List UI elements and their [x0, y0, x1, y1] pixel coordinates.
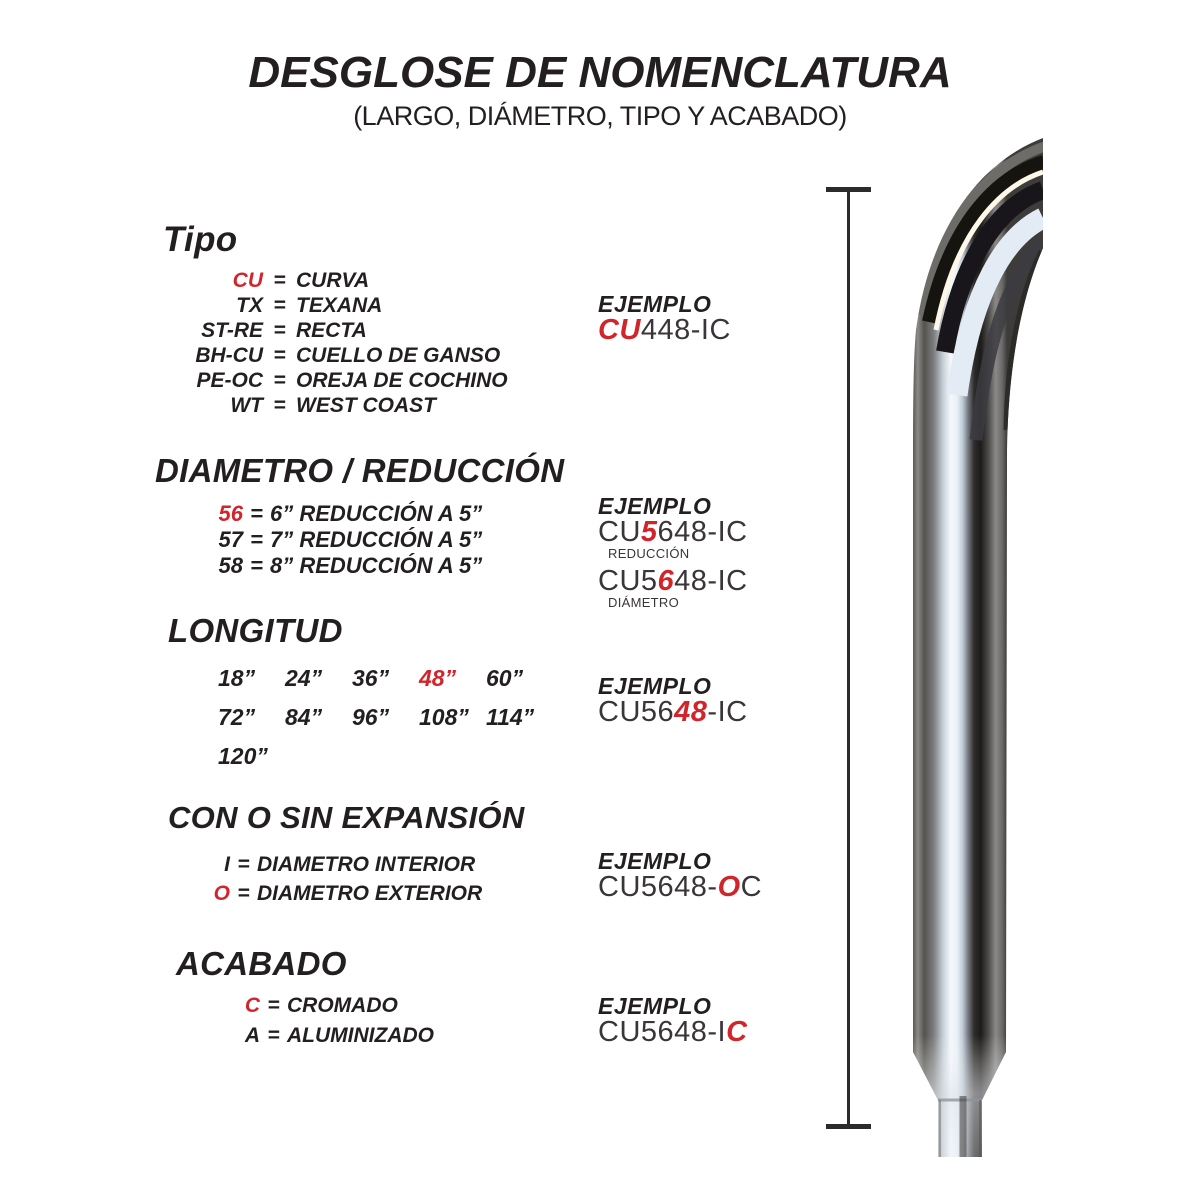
definition-row	[155, 553, 482, 579]
ejemplo-label: EJEMPLO	[598, 291, 712, 317]
section-longitud-heading: LONGITUD	[168, 612, 343, 649]
code-highlight: CU	[598, 314, 641, 346]
length-value: 114”	[486, 704, 535, 730]
length-value: 72”	[218, 704, 256, 730]
longitud-values	[218, 666, 553, 768]
equals-sign: =	[273, 294, 286, 317]
definition-row	[168, 393, 508, 418]
code-text: 448-IC	[640, 314, 731, 346]
equals-sign: =	[267, 1024, 280, 1047]
definition-code: 58	[218, 553, 243, 578]
definition-code: BH-CU	[195, 344, 263, 367]
definition-code: C	[244, 994, 260, 1017]
tipo-definitions	[168, 268, 508, 418]
definition-row	[168, 879, 482, 908]
definition-label: OREJA DE COCHINO	[296, 369, 508, 392]
ejemplo-label: EJEMPLO	[598, 848, 712, 874]
equals-sign: =	[250, 527, 263, 552]
definition-code: WT	[230, 394, 263, 417]
definition-row	[155, 501, 482, 527]
definition-label: WEST COAST	[296, 394, 436, 417]
code-text: CU56	[598, 696, 675, 728]
ejemplo-caption: DIÁMETRO	[608, 595, 680, 610]
definition-row	[168, 318, 508, 343]
section-longitud	[168, 612, 343, 650]
expansion-definitions	[168, 850, 482, 908]
equals-sign: =	[273, 394, 286, 417]
definition-row	[168, 850, 482, 879]
section-acabado	[176, 945, 347, 983]
definition-row	[168, 368, 508, 393]
chrome-exhaust-pipe-graphic	[880, 125, 1080, 1175]
definition-label: DIAMETRO EXTERIOR	[257, 882, 483, 905]
section-diametro-heading: DIAMETRO / REDUCCIÓN	[155, 452, 565, 489]
length-value: 96”	[352, 704, 390, 730]
ejemplo-diametro	[598, 494, 748, 617]
code-text: C	[740, 871, 763, 903]
ejemplo-code	[598, 696, 748, 728]
ejemplo-expansion	[598, 849, 762, 901]
length-value: 60”	[486, 665, 524, 691]
code-highlight: 5	[640, 516, 658, 548]
length-value: 24”	[285, 665, 323, 691]
equals-sign: =	[273, 319, 286, 342]
code-highlight: C	[726, 1016, 748, 1048]
length-value: 18”	[218, 665, 256, 691]
ejemplo-code	[598, 1016, 748, 1048]
equals-sign: =	[267, 994, 280, 1017]
ejemplo-longitud	[598, 674, 748, 726]
section-tipo-heading: Tipo	[163, 220, 238, 259]
ejemplo-label: EJEMPLO	[598, 673, 712, 699]
length-value: 108”	[419, 704, 469, 730]
ejemplo-tipo	[598, 292, 731, 344]
code-text: 648-IC	[657, 516, 748, 548]
equals-sign: =	[273, 344, 286, 367]
ejemplo-acabado	[598, 994, 748, 1046]
code-highlight: O	[717, 871, 741, 903]
definition-code: ST-RE	[201, 319, 263, 342]
length-value: 84”	[285, 704, 323, 730]
definition-row	[155, 527, 482, 553]
definition-label: CROMADO	[287, 994, 398, 1017]
section-expansion	[168, 800, 525, 836]
definition-code: A	[244, 1024, 260, 1047]
equals-sign: =	[237, 853, 250, 876]
ejemplo-code	[598, 565, 748, 597]
ejemplo-code	[598, 871, 763, 903]
ejemplo-label: EJEMPLO	[598, 993, 712, 1019]
section-acabado-heading: ACABADO	[176, 945, 347, 982]
definition-row	[176, 991, 434, 1021]
length-measure-line	[847, 190, 850, 1126]
equals-sign: =	[250, 553, 263, 578]
definition-code: I	[224, 853, 230, 876]
diametro-definitions	[155, 501, 482, 579]
length-value: 48”	[419, 665, 457, 691]
ejemplo-code	[598, 314, 731, 346]
code-text: -IC	[707, 696, 748, 728]
definition-label: TEXANA	[296, 294, 383, 317]
equals-sign: =	[250, 501, 263, 526]
measure-line-bottom-cap	[826, 1124, 871, 1129]
measure-line-top-cap	[826, 187, 871, 192]
ejemplo-code	[598, 516, 748, 548]
section-expansion-heading: CON O SIN EXPANSIÓN	[168, 800, 525, 835]
acabado-definitions	[176, 991, 434, 1051]
code-text: 48-IC	[674, 565, 748, 597]
section-tipo	[163, 220, 237, 260]
equals-sign: =	[237, 882, 250, 905]
code-text: CU5648-I	[598, 1016, 727, 1048]
equals-sign: =	[273, 369, 286, 392]
page-title: DESGLOSE DE NOMENCLATURA	[248, 48, 952, 97]
page-subtitle: (LARGO, DIÁMETRO, TIPO Y ACABADO)	[353, 101, 847, 131]
definition-label: 6” REDUCCIÓN A 5”	[270, 501, 483, 526]
definition-code: PE-OC	[196, 369, 263, 392]
definition-label: DIAMETRO INTERIOR	[257, 853, 476, 876]
code-text: CU5	[598, 565, 658, 597]
definition-code: TX	[236, 294, 263, 317]
equals-sign: =	[273, 269, 286, 292]
code-highlight: 6	[657, 565, 675, 597]
definition-row	[168, 268, 508, 293]
section-diametro	[155, 452, 564, 490]
code-text: CU	[598, 516, 641, 548]
definition-code: O	[213, 882, 230, 905]
definition-label: CUELLO DE GANSO	[296, 344, 501, 367]
ejemplo-caption: REDUCCIÓN	[608, 546, 690, 561]
length-value: 120”	[218, 743, 268, 769]
code-text: CU5648-	[598, 871, 718, 903]
ejemplo-label: EJEMPLO	[598, 493, 712, 519]
definition-row	[168, 343, 508, 368]
definition-label: 7” REDUCCIÓN A 5”	[270, 527, 483, 552]
definition-row	[168, 293, 508, 318]
code-highlight: 48	[674, 696, 708, 728]
definition-label: ALUMINIZADO	[287, 1024, 434, 1047]
definition-code: 56	[218, 501, 243, 526]
definition-code: CU	[232, 269, 263, 292]
definition-code: 57	[218, 527, 243, 552]
definition-label: CURVA	[296, 269, 370, 292]
definition-row	[176, 1021, 434, 1051]
length-value: 36”	[352, 665, 390, 691]
definition-label: RECTA	[296, 319, 367, 342]
definition-label: 8” REDUCCIÓN A 5”	[270, 553, 483, 578]
